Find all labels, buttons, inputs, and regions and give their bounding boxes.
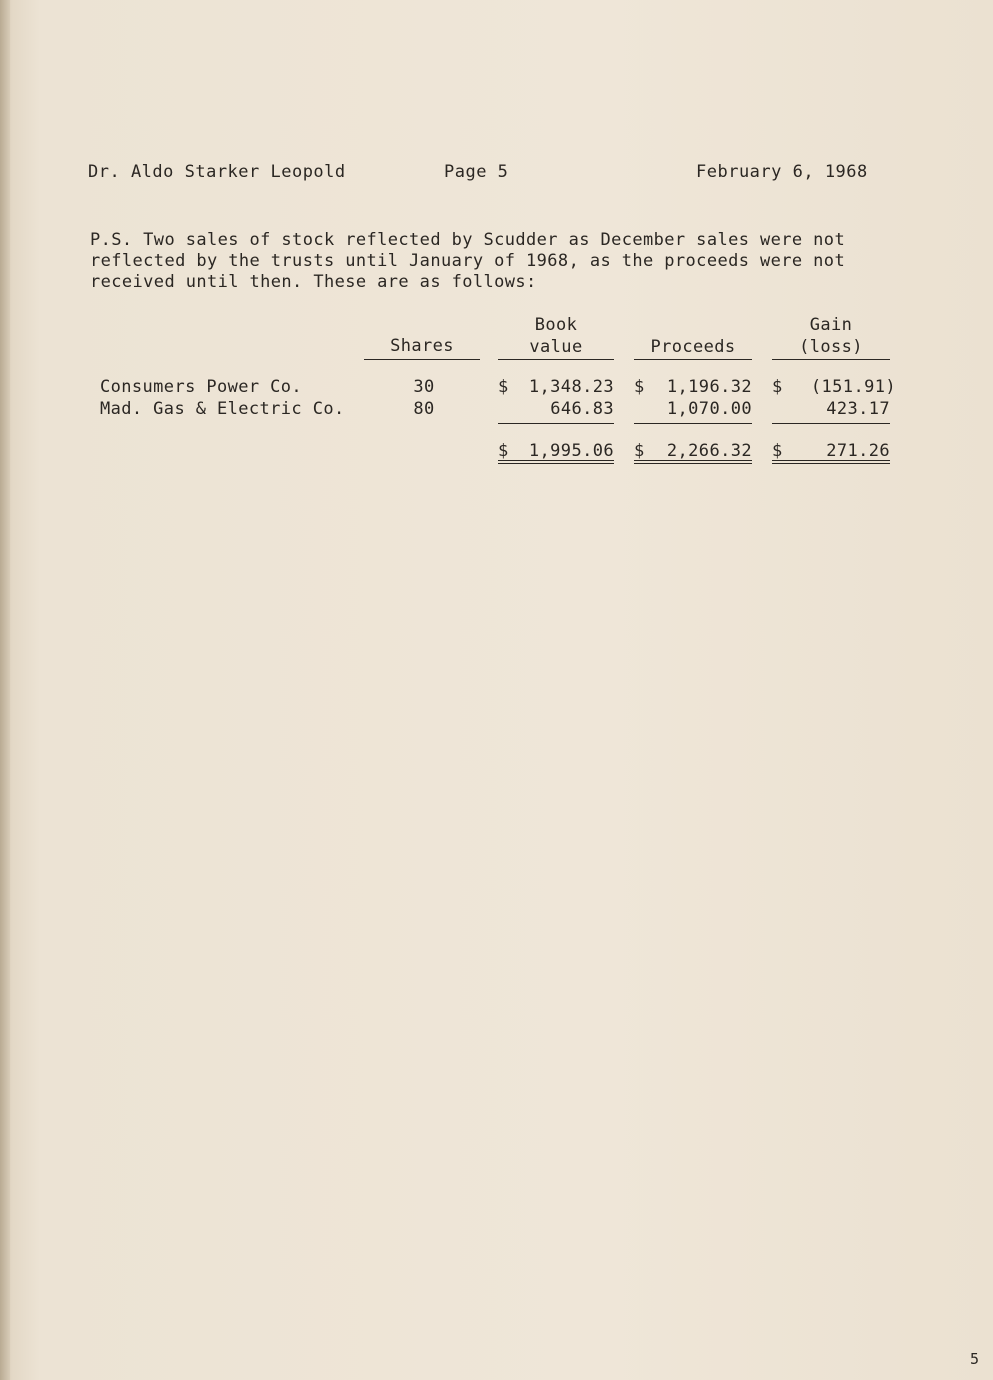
row-1-name: Consumers Power Co. [100,377,303,397]
total-book-value: 1,995.06 [528,441,614,461]
row-1-gain: (151.91) [810,377,896,397]
show-through-text [60,300,960,1200]
header-gain-underline [772,359,890,360]
header-shares: Shares [390,336,454,356]
row-1-book-value: 1,348.23 [528,377,614,397]
book-total-double-underline [498,460,614,464]
row-2-book-value: 646.83 [550,399,614,419]
postscript-paragraph: P.S. Two sales of stock reflected by Scudder as December sales were not reflected by the trusts until January of 1968, as the proceeds were not received until then. These are as follows: [90,230,846,292]
total-gain: 271.26 [826,441,890,461]
row-2-name: Mad. Gas & Electric Co. [100,399,345,419]
total-book-sign: $ [498,441,509,461]
row-2-gain: 423.17 [826,399,890,419]
header-gain-line2: (loss) [799,337,863,357]
total-proceeds-sign: $ [634,441,645,461]
row-1-gain-sign: $ [772,377,783,397]
header-shares-underline [364,359,480,360]
row-2-proceeds: 1,070.00 [666,399,752,419]
row-1-proceeds-sign: $ [634,377,645,397]
row-1-book-sign: $ [498,377,509,397]
total-gain-sign: $ [772,441,783,461]
header-proceeds: Proceeds [650,337,736,357]
row-2-shares: 80 [413,399,435,419]
row-1-shares: 30 [413,377,435,397]
proceeds-total-double-underline [634,460,752,464]
proceeds-subtotal-underline [634,423,752,424]
header-book-line2: value [529,337,583,357]
header-gain-line1: Gain [809,315,853,335]
row-1-proceeds: 1,196.32 [666,377,752,397]
gain-subtotal-underline [772,423,890,424]
header-book-line1: Book [534,315,578,335]
page-label: Page 5 [444,162,509,182]
page-edge [0,0,10,1380]
letter-date: February 6, 1968 [696,162,868,182]
gain-total-double-underline [772,460,890,464]
page-number: 5 [969,1350,979,1368]
letter-recipient: Dr. Aldo Starker Leopold [88,162,346,182]
total-proceeds: 2,266.32 [666,441,752,461]
book-subtotal-underline [498,423,614,424]
header-proceeds-underline [634,359,752,360]
header-book-underline [498,359,614,360]
